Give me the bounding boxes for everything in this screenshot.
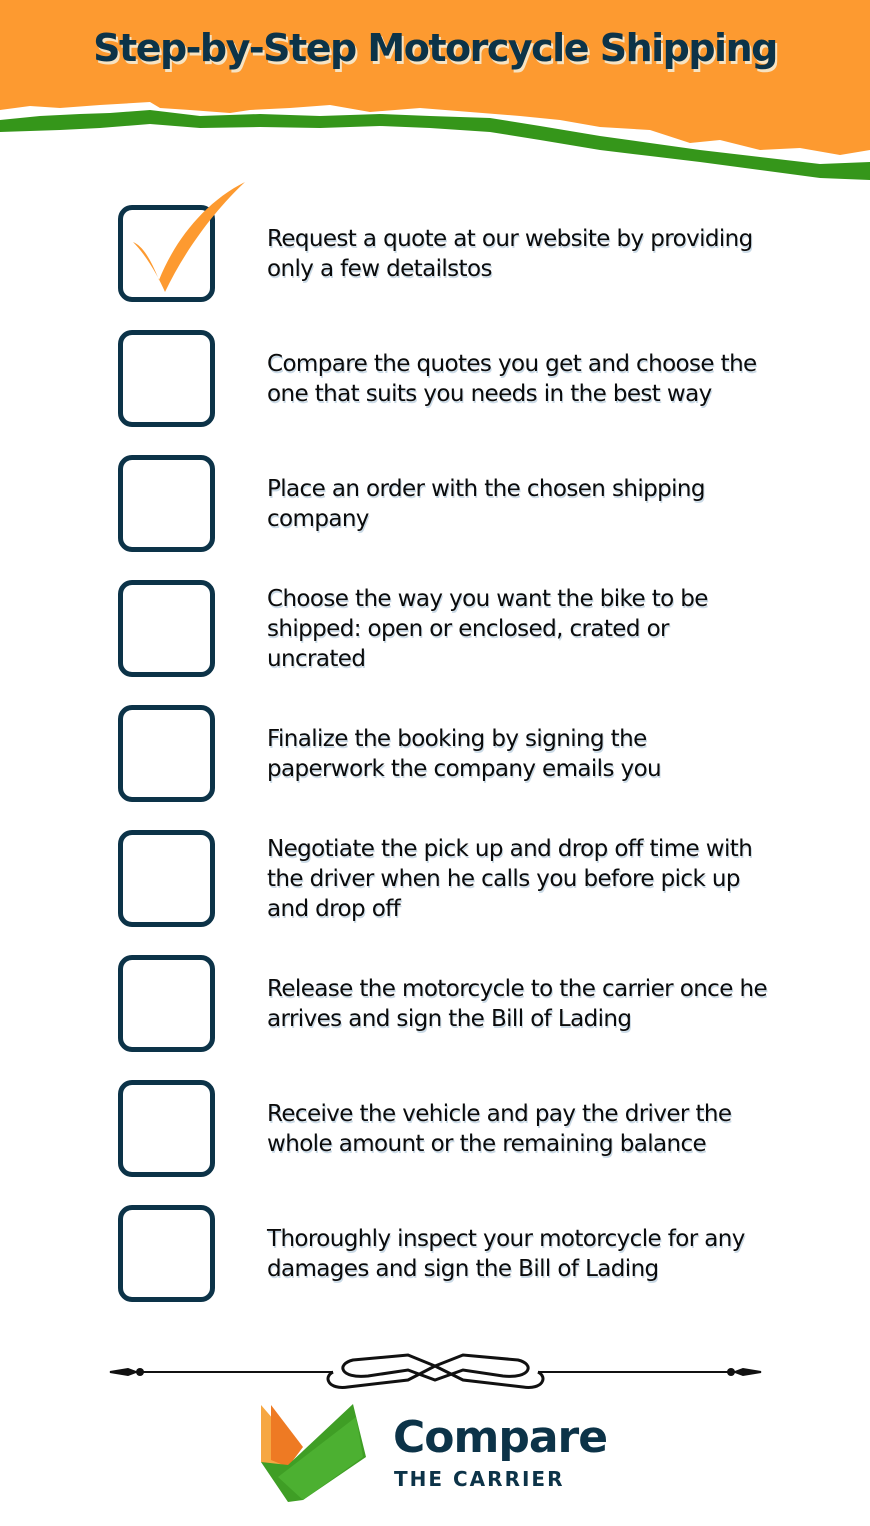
checkbox[interactable] [118, 830, 215, 927]
checkbox[interactable] [118, 1205, 215, 1302]
checkmark-icon [125, 180, 250, 295]
checklist-item[interactable] [0, 455, 870, 580]
checkbox[interactable] [118, 955, 215, 1052]
checklist-item[interactable] [0, 205, 870, 330]
ornamental-divider [108, 1352, 763, 1397]
checklist-item[interactable] [0, 705, 870, 830]
checkbox[interactable] [118, 455, 215, 552]
header-banner [0, 0, 870, 190]
checklist [0, 205, 870, 1330]
checkbox[interactable] [118, 580, 215, 677]
step-text: Place an order with the chosen shipping company [267, 475, 705, 532]
checkbox[interactable] [118, 330, 215, 427]
step-text: Finalize the booking by signing the paperwork the company emails you [267, 725, 662, 782]
step-text: Receive the vehicle and pay the driver the whole amount or the remaining balance [267, 1100, 732, 1157]
checklist-item[interactable] [0, 1205, 870, 1330]
step-text: Release the motorcycle to the carrier once he arrives and sign the Bill of Lading [267, 975, 768, 1032]
checklist-item[interactable] [0, 955, 870, 1080]
compare-the-carrier-logo [258, 1402, 368, 1507]
step-text: Thoroughly inspect your motorcycle for any damages and sign the Bill of Lading [267, 1225, 745, 1282]
checklist-item[interactable] [0, 330, 870, 455]
checklist-item[interactable] [0, 830, 870, 955]
checklist-item[interactable] [0, 580, 870, 705]
step-text: Compare the quotes you get and choose the one that suits you needs in the best way [267, 350, 757, 407]
logo-subtitle: THE CARRIER [394, 1467, 565, 1491]
checkbox[interactable] [118, 1080, 215, 1177]
checkbox[interactable] [118, 705, 215, 802]
page-title: Step-by-Step Motorcycle Shipping [93, 26, 777, 70]
step-text: Negotiate the pick up and drop off time with the driver when he calls you before pick up and drop off [267, 835, 753, 922]
step-text: Request a quote at our website by providing only a few detailstos [267, 225, 753, 282]
logo-brand-name: Compare [393, 1412, 608, 1463]
step-text: Choose the way you want the bike to be shipped: open or enclosed, crated or uncrated [267, 585, 708, 672]
checklist-item[interactable] [0, 1080, 870, 1205]
